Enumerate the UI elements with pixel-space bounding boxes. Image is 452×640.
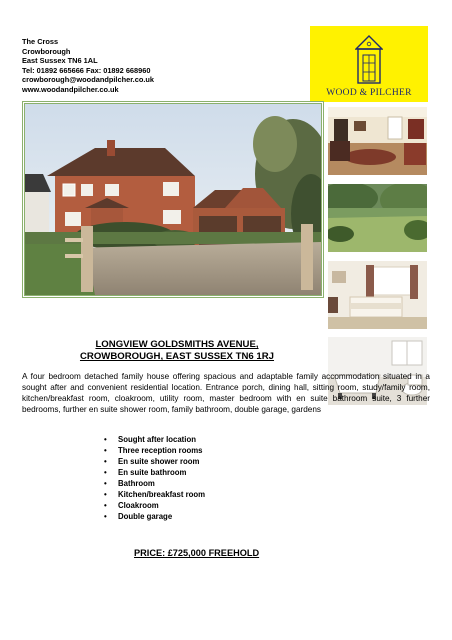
feature-item: • Cloakroom xyxy=(104,500,205,511)
property-title-line2: CROWBOROUGH, EAST SUSSEX TN6 1RJ xyxy=(79,351,275,362)
postcode-line: East Sussex TN6 1AL xyxy=(22,56,98,66)
email-line: crowborough@woodandpilcher.co.uk xyxy=(22,75,155,85)
address-line: The Cross xyxy=(22,37,59,46)
feature-item: • Double garage xyxy=(104,511,205,522)
bedroom-photo xyxy=(328,261,427,329)
feature-item: • En suite bathroom xyxy=(104,467,205,478)
house-icon xyxy=(355,35,383,85)
website-line: www.woodandpilcher.co.uk xyxy=(22,84,119,94)
feature-item: • Kitchen/breakfast room xyxy=(104,489,205,500)
property-description: A four bedroom detached family house offering spacious and adaptable family accommodation situated in a sought after and convenient residential location. Entrance porch, dining hall, sitting room, study/family room, kitchen/breakfast room, cloakroom, utility room, master bedroom with en suite bathroom suite, 3 further bedrooms, further en suite shower room, family bathroom, double garage, gardens xyxy=(22,372,430,414)
agency-logo xyxy=(310,26,428,102)
feature-item: • Bathroom xyxy=(104,478,205,489)
agency-contact xyxy=(22,37,262,95)
house-exterior-photo xyxy=(22,101,324,298)
town-line: Crowborough xyxy=(22,46,71,56)
garden-photo xyxy=(328,184,427,252)
property-title-line1: LONGVIEW GOLDSMITHS AVENUE, xyxy=(95,339,259,350)
sitting-room-photo xyxy=(328,107,427,175)
property-title xyxy=(22,339,332,363)
feature-item: • Sought after location xyxy=(104,434,205,445)
logo-wordmark: WOOD & PILCHER xyxy=(326,88,412,98)
phone-fax-line: Tel: 01892 665666 Fax: 01892 668960 xyxy=(22,65,151,75)
property-price: PRICE: £725,000 FREEHOLD xyxy=(134,548,260,558)
feature-list xyxy=(104,434,205,522)
feature-item: • En suite shower room xyxy=(104,456,205,467)
feature-item: • Three reception rooms xyxy=(104,445,205,456)
